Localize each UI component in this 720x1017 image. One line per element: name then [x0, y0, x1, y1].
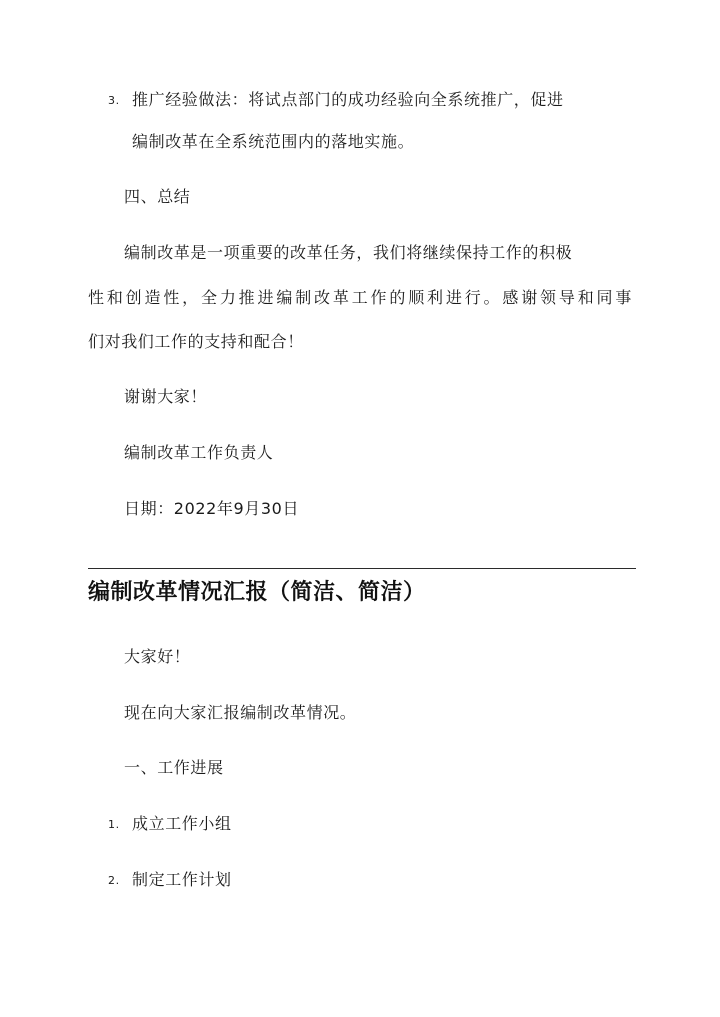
section-divider: [88, 568, 636, 569]
thanks-text: 谢谢大家！: [124, 387, 208, 406]
list-item-3: [108, 89, 564, 112]
section-heading-summary: 四、总结: [124, 187, 191, 206]
summary-paragraph-line-2: 性和创造性，全力推进编制改革工作的顺利进行。感谢领导和同事: [88, 288, 632, 307]
signature-text: 编制改革工作负责人: [124, 443, 274, 462]
report-title: 编制改革情况汇报（简洁、简洁）: [88, 579, 426, 605]
list-number: 2.: [108, 874, 120, 887]
summary-paragraph-line-1: 编制改革是一项重要的改革任务，我们将继续保持工作的积极: [124, 243, 573, 262]
list-number: 1.: [108, 818, 120, 831]
greeting-text: 大家好！: [124, 647, 191, 666]
section-heading-progress: 一、工作进展: [124, 758, 224, 777]
date-text: 日期：2022年9月30日: [124, 499, 300, 518]
list-item-text: 制定工作计划: [132, 870, 232, 889]
list-number: 3.: [108, 94, 120, 107]
list-item-3-continuation: 编制改革在全系统范围内的落地实施。: [132, 132, 415, 151]
list-item-1: [108, 813, 232, 836]
list-item-2: [108, 869, 232, 892]
list-item-text: 推广经验做法：将试点部门的成功经验向全系统推广，促进: [132, 90, 564, 109]
summary-paragraph-line-3: 们对我们工作的支持和配合！: [88, 332, 304, 351]
list-item-text: 成立工作小组: [132, 814, 232, 833]
intro-text: 现在向大家汇报编制改革情况。: [124, 703, 357, 722]
